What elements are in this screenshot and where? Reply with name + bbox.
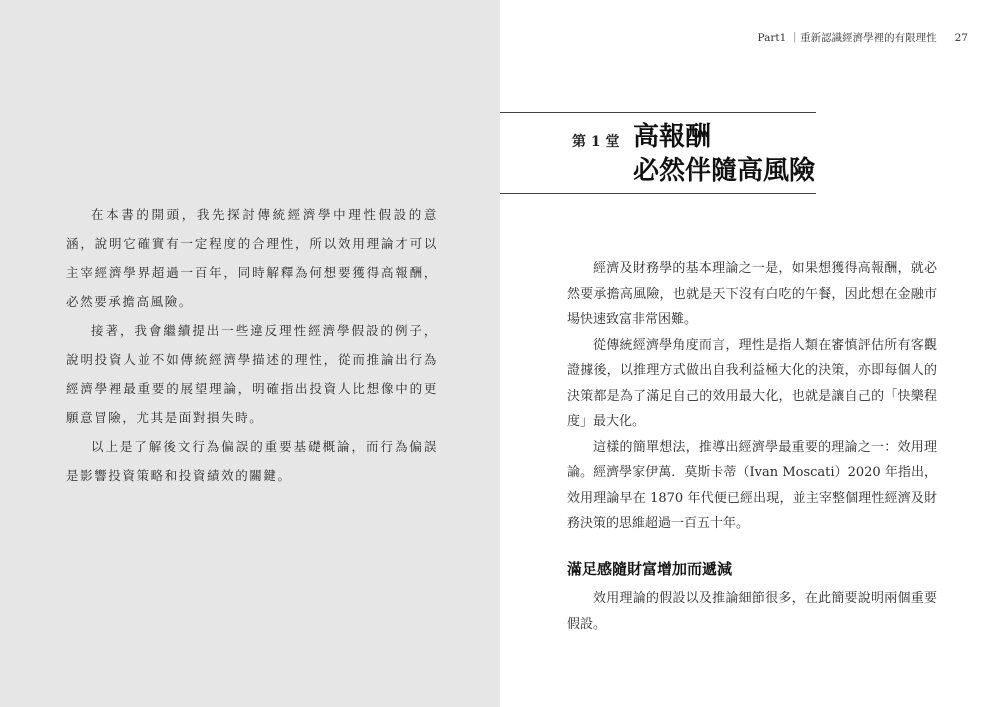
right-paragraph-2: 從傳統經濟學角度而言，理性是指人類在審慎評估所有客觀證據後，以推理方式做出自我利益極大化的決策，亦即每個人的決策都是為了滿足自己的效用最大化，也就是讓自己的「快樂程度」最大化。 xyxy=(567,337,937,429)
chapter-title xyxy=(633,120,815,188)
page-number: 27 xyxy=(954,32,968,44)
running-head xyxy=(758,30,969,45)
left-page-body xyxy=(66,200,438,490)
right-page-body xyxy=(567,256,937,537)
right-page xyxy=(500,0,1000,707)
chapter-label: 第 1 堂 xyxy=(572,134,620,150)
right-paragraph-3: 這樣的簡單想法，推導出經濟學最重要的理論之一：效用理論。經濟學家伊萬．莫斯卡蒂（Ivan Moscati）2020 年指出，效用理論早在 1870 年代便已經出現，並主宰整個理性經濟及財務決策的思維超過一百五十年。 xyxy=(567,439,937,531)
chapter-title-line-2: 必然伴隨高風險 xyxy=(633,156,816,186)
section-paragraph-1: 效用理論的假設以及推論細節很多，在此簡要說明兩個重要假設。 xyxy=(567,591,937,632)
right-paragraph-1: 經濟及財務學的基本理論之一是，如果想獲得高報酬，就必然要承擔高風險，也就是天下沒有白吃的午餐，因此想在金融市場快速致富非常困難。 xyxy=(567,261,937,327)
section-body xyxy=(567,586,937,637)
section-heading: 滿足感隨財富增加而遞減 xyxy=(567,560,733,578)
chapter-rule-bottom xyxy=(500,193,816,194)
running-head-title: Part1 ｜重新認識經濟學裡的有限理性 xyxy=(757,32,937,44)
left-paragraph-1: 在本書的開頭，我先探討傳統經濟學中理性假設的意涵，說明它確實有一定程度的合理性，所以效用理論才可以主宰經濟學界超過一百年，同時解釋為何想要獲得高報酬，必然要承擔高風險。 xyxy=(66,207,438,309)
chapter-rule-top xyxy=(500,112,816,113)
left-paragraph-2: 接著，我會繼續提出一些違反理性經濟學假設的例子，說明投資人並不如傳統經濟學描述的理性，從而推論出行為經濟學裡最重要的展望理論，明確指出投資人比想像中的更願意冒險，尤其是面對損失時。 xyxy=(66,323,438,425)
left-paragraph-3: 以上是了解後文行為偏誤的重要基礎概論，而行為偏誤是影響投資策略和投資績效的關鍵。 xyxy=(66,439,438,483)
chapter-title-line-1: 高報酬 xyxy=(633,122,712,152)
